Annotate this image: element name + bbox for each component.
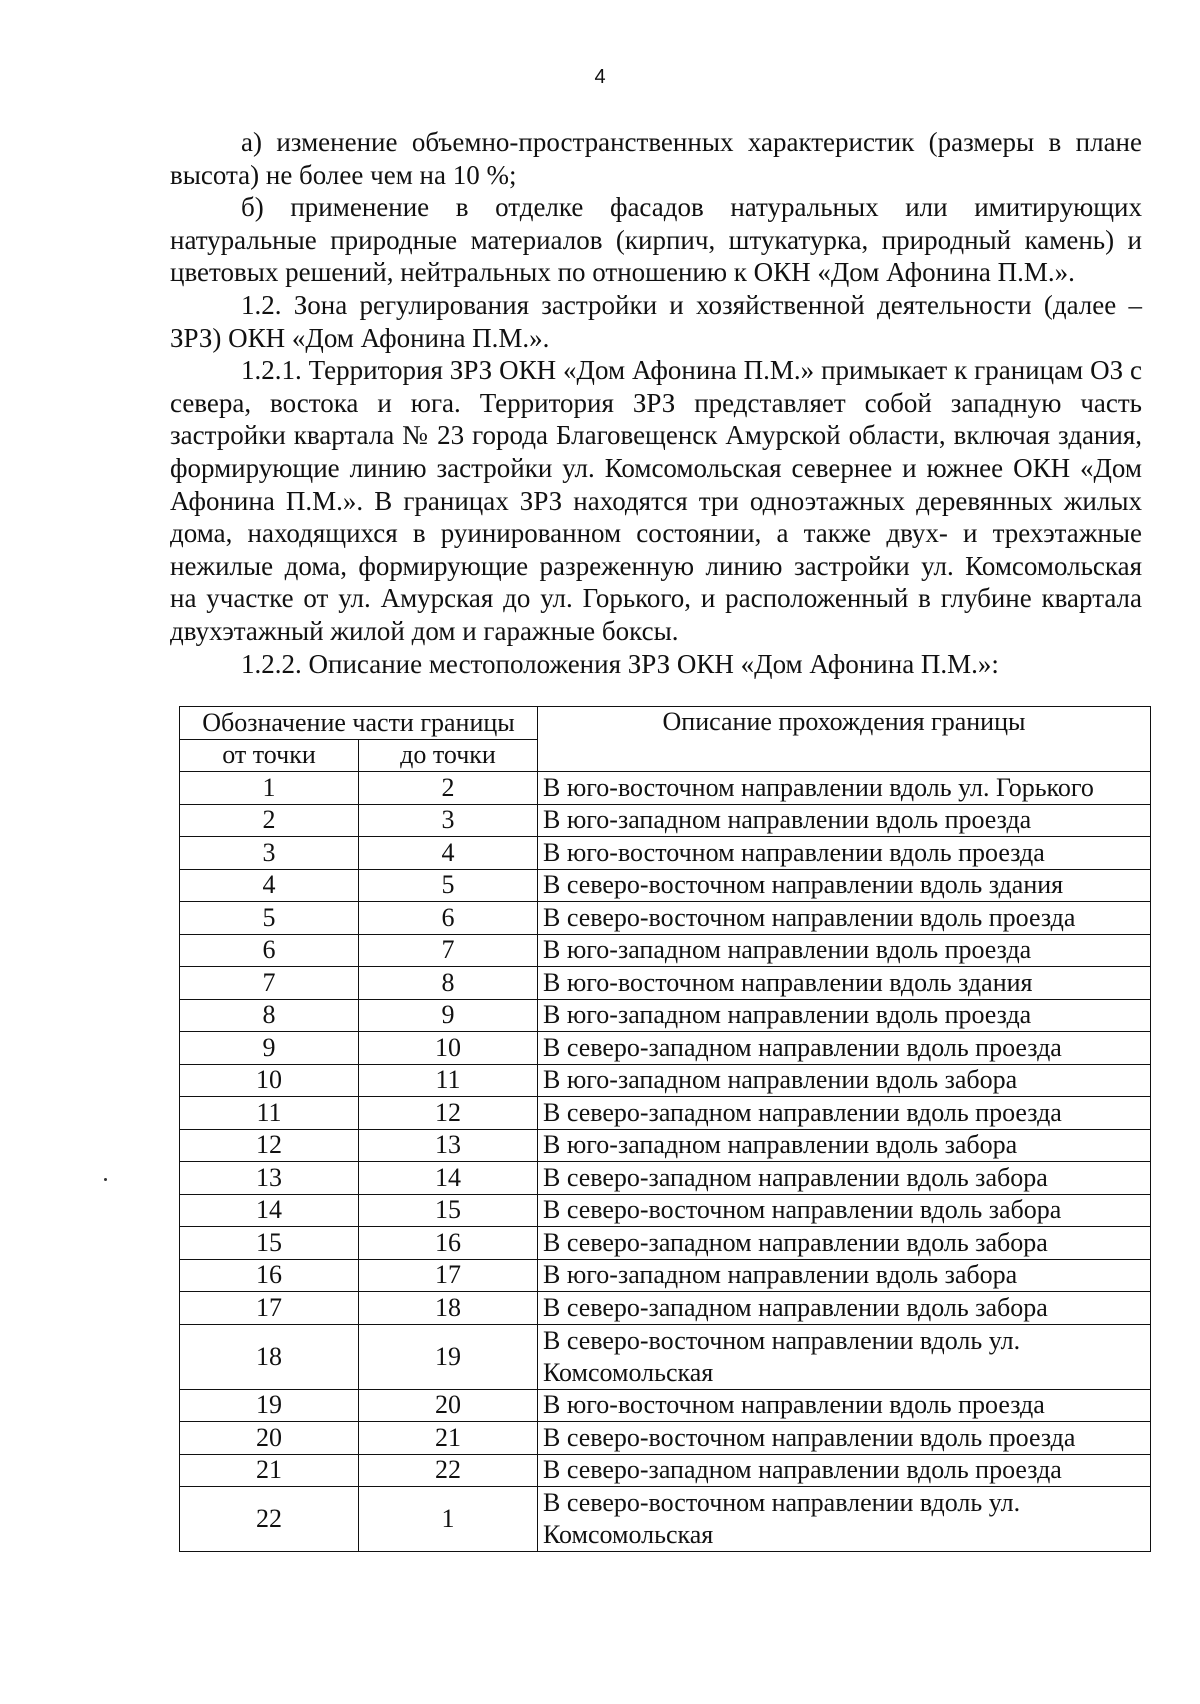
cell-to-point: 11 xyxy=(359,1064,538,1097)
cell-description: В юго-восточном направлении вдоль ул. Горького xyxy=(538,772,1151,805)
table-row xyxy=(180,837,1151,870)
cell-from-point: 19 xyxy=(180,1389,359,1422)
section-1-2-heading: 1.2. Зона регулирования застройки и хозяйственной деятельности (далее – ЗРЗ) ОКН «Дом Афонина П.М.». xyxy=(170,289,1142,353)
header-boundary-part: Обозначение части границы xyxy=(180,707,538,740)
cell-description: В северо-западном направлении вдоль проезда xyxy=(538,1097,1151,1130)
header-description: Описание прохождения границы xyxy=(538,707,1151,772)
table-header-row xyxy=(180,707,1151,740)
cell-description: В юго-западном направлении вдоль проезда xyxy=(538,804,1151,837)
cell-from-point: 2 xyxy=(180,804,359,837)
cell-description: В северо-западном направлении вдоль забора xyxy=(538,1162,1151,1195)
cell-from-point: 8 xyxy=(180,999,359,1032)
table-row xyxy=(180,1389,1151,1422)
cell-description: В северо-восточном направлении вдоль здания xyxy=(538,869,1151,902)
cell-description: В юго-восточном направлении вдоль проезда xyxy=(538,1389,1151,1422)
table-row xyxy=(180,1064,1151,1097)
cell-from-point: 5 xyxy=(180,902,359,935)
cell-description: В северо-восточном направлении вдоль ул. Комсомольская xyxy=(538,1324,1151,1389)
cell-from-point: 1 xyxy=(180,772,359,805)
cell-description: В северо-западном направлении вдоль забора xyxy=(538,1292,1151,1325)
cell-to-point: 12 xyxy=(359,1097,538,1130)
cell-from-point: 21 xyxy=(180,1454,359,1487)
paragraph-b: б) применение в отделке фасадов натуральных или имитирующих натуральные природные материалов (кирпич, штукатурка, природный камень) и цветовых решений, нейтральных по отношению к ОКН «Дом Афонина П.М.». xyxy=(170,192,1142,288)
table-row xyxy=(180,869,1151,902)
document-body xyxy=(170,126,1142,680)
table-row xyxy=(180,1194,1151,1227)
section-1-2-2-heading: 1.2.2. Описание местоположения ЗРЗ ОКН «Дом Афонина П.М.»: xyxy=(241,648,999,679)
header-from-point: от точки xyxy=(180,739,359,772)
section-1-2-1-text: 1.2.1. Территория ЗРЗ ОКН «Дом Афонина П.М.» примыкает к границам ОЗ с севера, востока и юга. Территория ЗРЗ представляет собой западную часть застройки квартала № 23 города Благовещенск Амурской области, включая здания, формирующие линию застройки ул. Комсомольская севернее и южнее ОКН «Дом Афонина П.М.». В границах ЗРЗ находятся три одноэтажных деревянных жилых дома, находящихся в руинированном состоянии, а также двух- и трехэтажные нежилые дома, формирующие разреженную линию застройки ул. Комсомольская на участке от ул. Амурская до ул. Горького, и расположенный в глубине квартала двухэтажный жилой дом и гаражные боксы. xyxy=(170,355,1142,646)
cell-to-point: 18 xyxy=(359,1292,538,1325)
table-row xyxy=(180,1259,1151,1292)
cell-from-point: 13 xyxy=(180,1162,359,1195)
cell-description: В юго-западном направлении вдоль проезда xyxy=(538,999,1151,1032)
cell-description: В юго-западном направлении вдоль забора xyxy=(538,1259,1151,1292)
cell-from-point: 11 xyxy=(180,1097,359,1130)
cell-to-point: 17 xyxy=(359,1259,538,1292)
cell-description: В юго-восточном направлении вдоль здания xyxy=(538,967,1151,1000)
cell-to-point: 1 xyxy=(359,1487,538,1552)
cell-to-point: 13 xyxy=(359,1129,538,1162)
cell-from-point: 16 xyxy=(180,1259,359,1292)
table-row xyxy=(180,1422,1151,1455)
cell-from-point: 14 xyxy=(180,1194,359,1227)
cell-description: В северо-западном направлении вдоль проезда xyxy=(538,1032,1151,1065)
cell-description: В северо-восточном направлении вдоль ул. Комсомольская xyxy=(538,1487,1151,1552)
cell-description: В северо-восточном направлении вдоль забора xyxy=(538,1194,1151,1227)
cell-to-point: 10 xyxy=(359,1032,538,1065)
cell-from-point: 12 xyxy=(180,1129,359,1162)
table-row xyxy=(180,1454,1151,1487)
cell-to-point: 6 xyxy=(359,902,538,935)
scan-speck xyxy=(104,1178,107,1181)
cell-from-point: 22 xyxy=(180,1487,359,1552)
boundary-table xyxy=(179,706,1151,1552)
table-row xyxy=(180,1227,1151,1260)
page-number: 4 xyxy=(594,66,606,88)
cell-from-point: 4 xyxy=(180,869,359,902)
cell-to-point: 8 xyxy=(359,967,538,1000)
cell-from-point: 7 xyxy=(180,967,359,1000)
paragraph-a: а) изменение объемно-пространственных характеристик (размеры в плане высота) не более чем на 10 %; xyxy=(170,127,1142,190)
cell-to-point: 19 xyxy=(359,1324,538,1389)
header-to-point: до точки xyxy=(359,739,538,772)
cell-from-point: 17 xyxy=(180,1292,359,1325)
cell-to-point: 4 xyxy=(359,837,538,870)
cell-description: В северо-западном направлении вдоль забора xyxy=(538,1227,1151,1260)
table-row xyxy=(180,967,1151,1000)
cell-to-point: 20 xyxy=(359,1389,538,1422)
cell-to-point: 14 xyxy=(359,1162,538,1195)
cell-to-point: 5 xyxy=(359,869,538,902)
cell-to-point: 21 xyxy=(359,1422,538,1455)
table-row xyxy=(180,1162,1151,1195)
cell-to-point: 7 xyxy=(359,934,538,967)
table-row xyxy=(180,1129,1151,1162)
cell-description: В юго-восточном направлении вдоль проезда xyxy=(538,837,1151,870)
table-row xyxy=(180,902,1151,935)
cell-from-point: 9 xyxy=(180,1032,359,1065)
table-row xyxy=(180,1097,1151,1130)
table-row xyxy=(180,1487,1151,1552)
table-row xyxy=(180,1032,1151,1065)
cell-to-point: 3 xyxy=(359,804,538,837)
cell-description: В северо-западном направлении вдоль проезда xyxy=(538,1454,1151,1487)
cell-from-point: 10 xyxy=(180,1064,359,1097)
table-row xyxy=(180,934,1151,967)
cell-to-point: 9 xyxy=(359,999,538,1032)
cell-description: В юго-западном направлении вдоль забора xyxy=(538,1064,1151,1097)
cell-description: В северо-восточном направлении вдоль проезда xyxy=(538,902,1151,935)
cell-to-point: 15 xyxy=(359,1194,538,1227)
cell-description: В юго-западном направлении вдоль забора xyxy=(538,1129,1151,1162)
cell-from-point: 18 xyxy=(180,1324,359,1389)
table-row xyxy=(180,804,1151,837)
table-row xyxy=(180,1292,1151,1325)
table-row xyxy=(180,999,1151,1032)
table-row xyxy=(180,1324,1151,1389)
cell-description: В юго-западном направлении вдоль проезда xyxy=(538,934,1151,967)
cell-description: В северо-восточном направлении вдоль проезда xyxy=(538,1422,1151,1455)
table-row xyxy=(180,772,1151,805)
cell-from-point: 20 xyxy=(180,1422,359,1455)
cell-to-point: 2 xyxy=(359,772,538,805)
cell-from-point: 3 xyxy=(180,837,359,870)
cell-from-point: 6 xyxy=(180,934,359,967)
cell-to-point: 22 xyxy=(359,1454,538,1487)
cell-from-point: 15 xyxy=(180,1227,359,1260)
table-body xyxy=(180,772,1151,1552)
cell-to-point: 16 xyxy=(359,1227,538,1260)
